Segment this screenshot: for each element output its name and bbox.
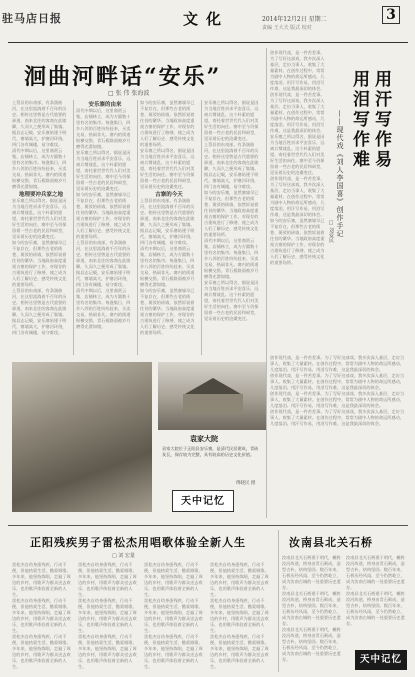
side-article-title-2: 用泪写作难 — [349, 70, 369, 170]
paragraph: 清代中期以后，这里商贾云集，店铺林立，成为方圆数十里有名的集市。每逢集日，四乡八邻的百姓纷纷赶来，买卖交易，热闹非凡。寨内的街道纵横交错，青石板路面被岁月磨得光滑如镜。 — [204, 238, 259, 279]
paragraph: 创作现代戏，是一件苦差事。为了写好这部戏，我多次深入基层，走访当事人，收集了大量素材。在创作过程中，常常为剧中人物的命运所感动，几度落泪。用汗写作易，用泪写作难，这是我最深切的体会。 — [270, 391, 405, 408]
main-article-byline: □ 张 伟 张海波 — [108, 90, 150, 97]
paragraph: 创作现代戏，是一件苦差事。为了写好这部戏，我多次深入基层，走访当事人，收集了大量素材。在创作过程中，常常为剧中人物的命运所感动，几度落泪。用汗写作易，用泪写作难，这是我最深切的体会。 — [270, 355, 405, 372]
paragraph: 创作现代戏，是一件苦差事。为了写好这部戏，我多次深入基层，走访当事人，收集了大量素材。在创作过程中，常常为剧中人物的命运所感动，几度落泪。用汗写作易，用泪写作难，这是我最深切的体会。 — [270, 176, 325, 217]
paragraph: 安乐寨之所以得名，据说是因为当地百姓祈求平安喜乐，远离兵燹战乱。这个朴素的愿望，寄托着世世代代人们对美好生活的向往。寨中至今仍保留着一些古老的民居和祠堂，见证着历史的沧桑变迁。 — [76, 150, 131, 191]
bottom-right-column-2: 汝南县北关石桥建于明代，横跨汝河故道，桥身由青石砌成，造型古朴，结构坚固。数百年来，石桥历经风雨，至今仍然屹立，成为汝南古城的一处重要历史遗存。 汝南县北关石桥建于明代，横跨汝河故道，桥身由青石砌成，造型古朴，结构坚固。数百年来，石桥历经风雨，至今仍然屹立，成为汝南古城的一处重要历史遗存。 — [346, 555, 405, 626]
editor-line: 责编 王大夫 版式 校对 — [262, 25, 312, 31]
section-name: 文化 — [183, 10, 230, 28]
paragraph: 如今的安乐寨，虽然寨墙早已不复存在，但那些古老的街巷、斑驳的砖墙，依然诉说着往昔的繁华。当地政府高度重视古寨的保护工作，对现存的古建筑进行了修缮，使之成为人们了解历史、感受传统文化的重要场所。 — [140, 288, 195, 335]
paragraph: 上蔡县的东南部，有条洄曲河，在这里流淌着千百年的历史。相传这里曾是古代重要的驿道，南来北往的客商在此歇脚，久而久之便形成了集镇。据县志记载，安乐寨始建于明代，寨墙高大，护寨河环绕，四门各有城楼，易守难攻。 — [76, 240, 131, 287]
side-article-title-1: 用汗写作易 — [371, 70, 391, 170]
photo-caption-body: 袁家大院位于正阳县安乐寨，是清代民居建筑，青砖灰瓦，保存较为完整，具有较高的历史文化价值。 — [162, 446, 259, 457]
main-article-column-2 — [76, 100, 134, 355]
section-rule — [8, 525, 408, 526]
bottom-left-article-byline: □ 刘 宏量 — [112, 553, 135, 559]
paragraph: 上蔡县的东南部，有条洄曲河，在这里流淌着千百年的历史。相传这里曾是古代重要的驿道，南来北往的客商在此歇脚，久而久之便形成了集镇。据县志记载，安乐寨始建于明代，寨墙高大，护寨河环绕，四门各有城楼，易守难攻。 — [204, 142, 259, 189]
paragraph: 创作现代戏，是一件苦差事。为了写好这部戏，我多次深入基层，走访当事人，收集了大量素材。在创作过程中，常常为剧中人物的命运所感动，几度落泪。用汗写作易，用泪写作难，这是我最深切的体会。 — [270, 373, 405, 390]
bottom-column-logo: 天中记忆 — [355, 650, 407, 670]
bottom-right-article-title: 汝南县北关石桥 — [289, 536, 373, 549]
main-article-column-1 — [12, 100, 70, 355]
photo-credit: 傅晓民 摄 — [236, 481, 256, 486]
column-divider — [278, 530, 279, 672]
paper-name: 驻马店日报 — [2, 12, 62, 25]
issue-date: 2014年12月2日 星期二 — [262, 16, 327, 23]
paragraph: 如今的安乐寨，虽然寨墙早已不复存在，但那些古老的街巷、斑驳的砖墙，依然诉说着往昔的繁华。当地政府高度重视古寨的保护工作，对现存的古建筑进行了修缮，使之成为人们了解历史、感受传统文化的重要场所。 — [140, 100, 195, 147]
paragraph: 安乐寨之所以得名，据说是因为当地百姓祈求平安喜乐，远离兵燹战乱。这个朴素的愿望，寄托着世世代代人们对美好生活的向往。寨中至今仍保留着一些古老的民居和祠堂，见证着历史的沧桑变迁。 — [270, 134, 325, 175]
paragraph: 安乐寨之所以得名，据说是因为当地百姓祈求平安喜乐，远离兵燹战乱。这个朴素的愿望，寄托着世世代代人们对美好生活的向往。寨中至今仍保留着一些古老的民居和祠堂，见证着历史的沧桑变迁。 — [204, 280, 259, 321]
column-divider — [266, 48, 267, 518]
section-subhead: 地理要冲兵家之地 — [18, 192, 63, 198]
paragraph: 安乐寨之所以得名，据说是因为当地百姓祈求平安喜乐，远离兵燹战乱。这个朴素的愿望，寄托着世世代代人们对美好生活的向往。寨中至今仍保留着一些古老的民居和祠堂，见证着历史的沧桑变迁。 — [204, 100, 259, 141]
main-article-column-4 — [204, 100, 262, 355]
paragraph: 上蔡县的东南部，有条洄曲河，在这里流淌着千百年的历史。相传这里曾是古代重要的驿道，南来北往的客商在此歇脚，久而久之便形成了集镇。据县志记载，安乐寨始建于明代，寨墙高大，护寨河环绕，四门各有城楼，易守难攻。 — [12, 100, 67, 147]
courtyard-photo — [12, 362, 152, 512]
paragraph: 清代中期以后，这里商贾云集，店铺林立，成为方圆数十里有名的集市。每逢集日，四乡八邻的百姓纷纷赶来，买卖交易，热闹非凡。寨内的街道纵横交错，青石板路面被岁月磨得光滑如镜。 — [12, 148, 67, 189]
paragraph: 安乐寨之所以得名，据说是因为当地百姓祈求平安喜乐，远离兵燹战乱。这个朴素的愿望，寄托着世世代代人们对美好生活的向往。寨中至今仍保留着一些古老的民居和祠堂，见证着历史的沧桑变迁。 — [12, 198, 67, 239]
photo-caption-title: 袁家大院 — [190, 434, 218, 443]
paragraph: 安乐寨之所以得名，据说是因为当地百姓祈求平安喜乐，远离兵燹战乱。这个朴素的愿望，寄托着世世代代人们对美好生活的向往。寨中至今仍保留着一些古老的民居和祠堂，见证着历史的沧桑变迁。 — [140, 148, 195, 189]
side-article-author: □ 刘爱民 — [328, 220, 334, 243]
column-divider — [73, 100, 74, 355]
paragraph: 如今的安乐寨，虽然寨墙早已不复存在，但那些古老的街巷、斑驳的砖墙，依然诉说着往昔的繁华。当地政府高度重视古寨的保护工作，对现存的古建筑进行了修缮，使之成为人们了解历史、感受传统文化的重要场所。 — [12, 240, 67, 287]
paragraph: 清代中期以后，这里商贾云集，店铺林立，成为方圆数十里有名的集市。每逢集日，四乡八邻的百姓纷纷赶来，买卖交易，热闹非凡。寨内的街道纵横交错，青石板路面被岁月磨得光滑如镜。 — [140, 246, 195, 287]
paragraph: 清代中期以后，这里商贾云集，店铺林立，成为方圆数十里有名的集市。每逢集日，四乡八邻的百姓纷纷赶来，买卖交易，热闹非凡。寨内的街道纵横交错，青石板路面被岁月磨得光滑如镜。 — [76, 288, 131, 329]
section-subhead: 古寨的今天 — [155, 192, 183, 198]
bottom-right-column-1: 汝南县北关石桥建于明代，横跨汝河故道，桥身由青石砌成，造型古朴，结构坚固。数百年来，石桥历经风雨，至今仍然屹立，成为汝南古城的一处重要历史遗存。 汝南县北关石桥建于明代，横跨汝河故道，桥身由青石砌成，造型古朴，结构坚固。数百年来，石桥历经风雨，至今仍然屹立，成为汝南古城的一处重要历史遗存。 汝南县北关石桥建于明代，横跨汝河故道，桥身由青石砌成，造型古朴，结构坚固。数百年来，石桥历经风雨，至今仍然屹立，成为汝南古城的一处重要历史遗存。 — [282, 555, 341, 662]
side-article-subtitle: ——现代戏《刘人李国喜》创作手记 — [336, 110, 344, 238]
column-divider — [201, 100, 202, 355]
main-article-column-3 — [140, 100, 198, 355]
side-article-column-2 — [270, 355, 405, 520]
column-logo: 天中记忆 — [172, 490, 234, 512]
bottom-left-column-1: 雷松杰自幼身患残疾，行动不便，但他热爱生活，酷爱唱歌。多年来，他坚持练唱，走遍了周边的乡村，用歌声为群众送去欢乐，也用歌声体验着全新的人生。 雷松杰自幼身患残疾，行动不便，但他热爱生活，酷爱唱歌。多年来，他坚持练唱，走遍了周边的乡村，用歌声为群众送去欢乐，也用歌声体验着全新的人生。 雷松杰自幼身患残疾，行动不便，但他热爱生活，酷爱唱歌。多年来，他坚持练唱，走遍了周边的乡村，用歌声为群众送去欢乐，也用歌声体验着全新的人生。 — [12, 562, 71, 669]
paragraph: 创作现代戏，是一件苦差事。为了写好这部戏，我多次深入基层，走访当事人，收集了大量素材。在创作过程中，常常为剧中人物的命运所感动，几度落泪。用汗写作易，用泪写作难，这是我最深切的体会。 — [270, 92, 325, 133]
paragraph: 清代中期以后，这里商贾云集，店铺林立，成为方圆数十里有名的集市。每逢集日，四乡八邻的百姓纷纷赶来，买卖交易，热闹非凡。寨内的街道纵横交错，青石板路面被岁月磨得光滑如镜。 — [76, 108, 131, 149]
paragraph: 创作现代戏，是一件苦差事。为了写好这部戏，我多次深入基层，走访当事人，收集了大量素材。在创作过程中，常常为剧中人物的命运所感动，几度落泪。用汗写作易，用泪写作难，这是我最深切的体会。 — [270, 409, 405, 426]
house-body-shape — [183, 394, 243, 414]
section-subhead: 安乐寨的由来 — [88, 102, 122, 108]
paragraph: 上蔡县的东南部，有条洄曲河，在这里流淌着千百年的历史。相传这里曾是古代重要的驿道，南来北往的客商在此歇脚，久而久之便形成了集镇。据县志记载，安乐寨始建于明代，寨墙高大，护寨河环绕，四门各有城楼，易守难攻。 — [12, 288, 67, 335]
page-number: 3 — [382, 6, 400, 24]
paragraph: 如今的安乐寨，虽然寨墙早已不复存在，但那些古老的街巷、斑驳的砖墙，依然诉说着往昔的繁华。当地政府高度重视古寨的保护工作，对现存的古建筑进行了修缮，使之成为人们了解历史、感受传统文化的重要场所。 — [76, 192, 131, 239]
bottom-left-column-2: 雷松杰自幼身患残疾，行动不便，但他热爱生活，酷爱唱歌。多年来，他坚持练唱，走遍了周边的乡村，用歌声为群众送去欢乐，也用歌声体验着全新的人生。 雷松杰自幼身患残疾，行动不便，但他热爱生活，酷爱唱歌。多年来，他坚持练唱，走遍了周边的乡村，用歌声为群众送去欢乐，也用歌声体验着全新的人生。 雷松杰自幼身患残疾，行动不便，但他热爱生活，酷爱唱歌。多年来，他坚持练唱，走遍了周边的乡村，用歌声为群众送去欢乐，也用歌声体验着全新的人生。 — [78, 562, 137, 669]
column-divider — [137, 100, 138, 355]
side-article-column-1 — [270, 50, 328, 350]
main-article-title: 洄曲河畔话“安乐” — [24, 64, 222, 90]
paragraph: 如今的安乐寨，虽然寨墙早已不复存在，但那些古老的街巷、斑驳的砖墙，依然诉说着往昔的繁华。当地政府高度重视古寨的保护工作，对现存的古建筑进行了修缮，使之成为人们了解历史、感受传统文化的重要场所。 — [204, 190, 259, 237]
paragraph: 如今的安乐寨，虽然寨墙早已不复存在，但那些古老的街巷、斑驳的砖墙，依然诉说着往昔的繁华。当地政府高度重视古寨的保护工作，对现存的古建筑进行了修缮，使之成为人们了解历史、感受传统文化的重要场所。 — [270, 218, 325, 265]
bottom-left-column-4: 雷松杰自幼身患残疾，行动不便，但他热爱生活，酷爱唱歌。多年来，他坚持练唱，走遍了周边的乡村，用歌声为群众送去欢乐，也用歌声体验着全新的人生。 雷松杰自幼身患残疾，行动不便，但他热爱生活，酷爱唱歌。多年来，他坚持练唱，走遍了周边的乡村，用歌声为群众送去欢乐，也用歌声体验着全新的人生。 雷松杰自幼身患残疾，行动不便，但他热爱生活，酷爱唱歌。多年来，他坚持练唱，走遍了周边的乡村，用歌声为群众送去欢乐，也用歌声体验着全新的人生。 — [210, 562, 269, 669]
paragraph: 创作现代戏，是一件苦差事。为了写好这部戏，我多次深入基层，走访当事人，收集了大量素材。在创作过程中，常常为剧中人物的命运所感动，几度落泪。用汗写作易，用泪写作难，这是我最深切的体会。 — [270, 50, 325, 91]
bottom-left-column-3: 雷松杰自幼身患残疾，行动不便，但他热爱生活，酷爱唱歌。多年来，他坚持练唱，走遍了周边的乡村，用歌声为群众送去欢乐，也用歌声体验着全新的人生。 雷松杰自幼身患残疾，行动不便，但他热爱生活，酷爱唱歌。多年来，他坚持练唱，走遍了周边的乡村，用歌声为群众送去欢乐，也用歌声体验着全新的人生。 雷松杰自幼身患残疾，行动不便，但他热爱生活，酷爱唱歌。多年来，他坚持练唱，走遍了周边的乡村，用歌声为群众送去欢乐，也用歌声体验着全新的人生。 — [144, 562, 203, 669]
bottom-left-article-title: 正阳残疾男子雷松杰用唱歌体验全新人生 — [30, 536, 246, 549]
header-rule — [8, 42, 408, 43]
paragraph: 上蔡县的东南部，有条洄曲河，在这里流淌着千百年的历史。相传这里曾是古代重要的驿道，南来北往的客商在此歇脚，久而久之便形成了集镇。据县志记载，安乐寨始建于明代，寨墙高大，护寨河环绕，四门各有城楼，易守难攻。 — [140, 198, 195, 245]
